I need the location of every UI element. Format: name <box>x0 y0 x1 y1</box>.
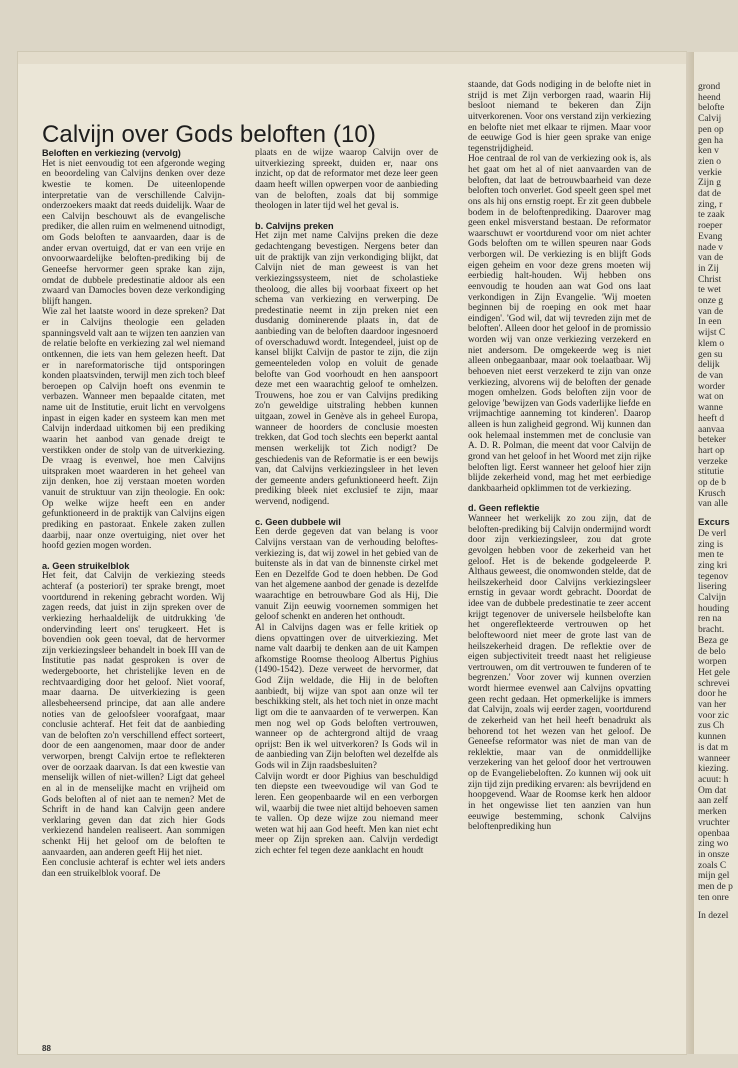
next-page-line: Krusch <box>698 488 726 499</box>
paragraph: plaats en de wijze waarop Calvijn over de uitverkiezing spreekt, duiden er, naar ons inzicht, op dat de reformator met deze leer geen daam heeft willen opwerpen voor de aanbieding van de beloften, zoals dat bij sommige theologen in later tijd wel het geval is. <box>255 148 438 212</box>
next-page-line: zing is <box>698 539 724 550</box>
next-page-line: stitutie <box>698 467 724 478</box>
next-page-line: zoals C <box>698 860 727 871</box>
paragraph: Wie zal het laatste woord in deze spreken? Dat er in Calvijns theologie een geladen spanningsveld valt aan te wijzen ten aanzien van de relatie belofte en verkiezing zal wel niemand ontkennen, die iets van hem gelezen heeft. Dat er in nareformatorische tijd ontsporingen konden plaatsvinden, terwijl men zich toch bleef beroepen op Calvijn hoeft ons evenmin te verbazen. Wanneer men bepaalde citaten, met name uit de Institutie, eruit licht en vervolgens inpast in eigen kader en systeem kan men met Calvijn inderdaad uitkomen bij een prediking waarin het aanbod van genade dreigt te verstikken onder de stolp van de uitverkiezing. De vraag is evenwel, hoe men Calvijns uitspraken moet waarderen in het geheel van zijn denken, hoe zij verstaan moeten worden vanuit de struktuur van zijn theologie. En ook: Op welke wijze heeft een en ander gefunktioneerd in de praktijk van Calvijns eigen prediking en pastoraat. Enkele zaken zullen daarbij, naar onze overtuiging, niet over het hoofd gezien mogen worden. <box>42 307 225 552</box>
next-page-line: dat de <box>698 189 721 200</box>
paragraph: Het is niet eenvoudig tot een afgeronde weging en beoordeling van Calvijns denken over deze kwestie te komen. De uiteenlopende interpretatie van de verschillende Calvijn-onderzoekers maakt dat reeds duidelijk. Waar de een Calvijn beschouwt als de evangelische prediker, die allen ruim en welmenend uitnodigt, om Gods beloften te aanvaarden, daar is de ander ervan overtuigd, dat er van een vrije en onvoorwaardelijke beloften-prediking bij de Geneefse hervormer geen sprake kan zijn, omdat de dubbele predestinatie aldoor als een zwaard van Damocles boven deze verkondiging blijft hangen. <box>42 158 225 307</box>
section-heading: a. Geen struikelblok <box>42 560 130 571</box>
next-page-line: ken v <box>698 146 719 157</box>
next-page-line: van de <box>698 306 724 317</box>
next-page-line: aanvaa <box>698 424 725 435</box>
next-page-line: men de p <box>698 882 733 893</box>
next-page-line: van her <box>698 700 727 711</box>
next-page-line: van alle <box>698 499 728 510</box>
next-page-line: ren na <box>698 614 722 625</box>
next-page-line: van de <box>698 253 724 264</box>
section-heading: c. Geen dubbele wil <box>255 516 341 527</box>
next-page-line: zus Ch <box>698 721 725 732</box>
next-page-line: roeper <box>698 221 723 232</box>
next-page-line: Zijn g <box>698 178 721 189</box>
paragraph: Calvijn wordt er door Pighius van beschuldigd ten diepste een tweevoudige wil van God te leren. Een geopenbaarde wil en een verborgen wil, waarbij die twee niet altijd behoeven samen te vallen. Op deze wijze zou niemand meer weten wat hij aan God heeft. Men kan niet echt meer op Zijn spreken aan. Calvijn verdedigt zich echter fel tegen deze aanklacht en houdt <box>255 771 438 856</box>
page-gutter <box>686 52 694 1054</box>
next-page-line: tegenov <box>698 571 729 582</box>
paragraph: Wanneer het werkelijk zo zou zijn, dat de beloften-prediking bij Calvijn ondermijnd wordt door zijn verkiezingsleer, zou dat grote gevolgen hebben voor de zekerheid van het geloof. Het is de bekende godgeleerde P. Althaus geweest, die onomwonden stelde, dat de heilszekerheid door Calvijns verkiezingsleer ernstig in gevaar wordt gebracht. Doordat de idee van de dubbele predestinatie te zeer accent krijgt tegenover de universele heilsbelofte kan het ongereflekteerde vertrouwen op het beloftewoord niet meer de grote last van de heilszekerheid dragen. De reflektie over de eigen subjectiviteit treedt naast het religieuse vertrouwen, om dit vertrouwen te funderen of te begrenzen.' Voor zover wij kunnen overzien wordt hiermee evenwel aan Calvijns opvatting geen recht gedaan. Het opmerkelijke is immers dat Calvijn, zoals wij eerder zagen, voortdurend de zekerheid van het heil heeft benadrukt als behorend tot het wezen van het geloof. De Geneefse reformator was niet de man van de reklektie, maar van de onmiddellijke verzekering van het geloof door het vertrouwen op de Evangeliebeloften. Zo kunnen wij ook uit zijn tijd zijn prediking ervaren: als bevrijdend en hoopgevend. Waar de Roomse kerk hen aldoor in het ongewisse liet ten aanzien van hun eeuwige bestemming, schonk Calvijns beloftenprediking hun <box>468 514 652 833</box>
next-page-line: te wet <box>698 285 721 296</box>
paragraph: Hoe centraal de rol van de verkiezing ook is, als het gaat om het al of niet aanvaarden van de beloften, dat laat de betrouwbaarheid van deze beloften toch onverlet. God speelt geen spel met ons als hij ons ernstig roept. Er zit geen dubbele bodem in de beloftenprediking. Daarover mag geen enkel misverstand bestaan. De reformator waarschuwt er voortdurend voor om niet achter Gods beloften om te willen speuren naar Gods verborgen wil. De verkiezing is en blijft Gods eigen geheim en voor deze grens moeten wij eerbiedig halt-houden. Wij hebben ons eenvoudig te houden aan wat God ons laat verkondigen in Zijn Evangelie. 'Wij moeten beginnen bij de roeping en ook met haar eindigen'. 'God wil, dat wij tevreden zijn met de beloften'. Alleen door het geloof in de promissio worden wij van onze verkiezing verzekerd en niet andersom. De omgekeerde weg is niet alleen onbegaanbaar, maar ook toelaatbaar. Wij behoeven niet eerst verzekerd te zijn van onze verkiezing, alvorens wij de beloften der genade mogen omhelzen. Gods beloften zijn voor de gelovige 'bewijzen van Gods vaderlijke liefde en vrijmachtige aanneming tot kinderen'. Daarop alleen is hun zaligheid gegrond. Wij kunnen dan ook helemaal instemmen met de conclusie van A. D. R. Polman, die meent dat voor Calvijn de grond van het geloof in het Woord met zijn rijke beloften ligt. Eerst wanneer het geloof hier zijn blijde zekerheid vond, mag het met eerbiedige dankbaarheid opklimmen tot de verkiezing. <box>468 154 651 494</box>
page-number: 88 <box>42 1044 51 1053</box>
section-heading: b. Calvijns preken <box>255 220 334 231</box>
next-page-line: kunnen <box>698 732 726 743</box>
next-page-line: schrevei <box>698 678 730 689</box>
spacer <box>698 903 738 911</box>
next-page-line: In een <box>698 317 722 328</box>
next-page-text <box>698 82 738 922</box>
article-column-3 <box>468 80 651 833</box>
next-page-line: Calvijn <box>698 593 726 604</box>
next-page-line: zing wo <box>698 839 729 850</box>
next-page-line: voor zic <box>698 710 729 721</box>
next-page-line: gen ha <box>698 135 724 146</box>
next-page-line: heend <box>698 92 721 103</box>
next-page-line: worder <box>698 381 725 392</box>
next-page-line: hart op <box>698 445 725 456</box>
paragraph: staande, dat Gods nodiging in de belofte niet in strijd is met Zijn verborgen raad, waarin Hij besloot niemand te bekeren dan Zijn uitverkorenen. Voor ons verstand zijn verkiezing en belofte niet met elkaar te rijmen. Maar voor de eeuwige God is hier geen sprake van enige tegenstrijdigheid. <box>468 80 651 154</box>
next-page-line: heeft d <box>698 413 725 424</box>
next-page-line: men te <box>698 550 724 561</box>
next-page-heading: Excurs <box>698 517 730 529</box>
next-page-line: op de b <box>698 478 726 489</box>
next-page-line: De verl <box>698 528 727 539</box>
next-page-line: nade v <box>698 242 724 253</box>
page-top-band <box>18 52 686 64</box>
next-page-edge <box>694 52 738 1054</box>
next-page-line: beteker <box>698 435 726 446</box>
next-page-line: kiezing. <box>698 764 729 775</box>
section-heading: d. Geen reflektie <box>468 503 540 514</box>
next-page-line: bracht. <box>698 625 725 636</box>
next-page-line: Om dat <box>698 785 727 796</box>
next-page-line: worpen <box>698 657 727 668</box>
next-page-line: verzeke <box>698 456 728 467</box>
article-column-1 <box>42 148 225 880</box>
next-page-line: Beza ge <box>698 635 729 646</box>
next-page-line: in onsze <box>698 849 730 860</box>
next-page-line: zien o <box>698 156 721 167</box>
next-page-line: verkie <box>698 167 722 178</box>
next-page-line: openbaa <box>698 828 730 839</box>
next-page-line: ten onre <box>698 892 729 903</box>
next-page-line: wanneer <box>698 753 731 764</box>
next-page-line: In dezel <box>698 911 729 922</box>
next-page-line: wanne <box>698 403 723 414</box>
next-page-line: onze g <box>698 296 724 307</box>
next-page-line: Christ <box>698 274 722 285</box>
next-page-line: houding <box>698 603 730 614</box>
next-page-line: te zaak <box>698 210 725 221</box>
next-page-line: door he <box>698 689 727 700</box>
next-page-line: grond <box>698 82 721 92</box>
next-page-line: vruchter <box>698 817 730 828</box>
article-title: Calvijn over Gods beloften (10) <box>42 121 376 148</box>
paragraph: Al in Calvijns dagen was er felle kritiek op diens opvattingen over de uitverkiezing. Met name valt daarbij te denken aan de uit Kampen afkomstige Roomse theoloog Albertus Pighius (1490-1542). Deze verweet de hervormer, dat God Zijn weldade, die Hij in de beloften aanbiedt, bij wijze van spot aan onze wil ter beschikking stelt, als het toch niet in onze macht ligt om die te aanvaarden of te verwerpen. Kan men nog wel op Gods beloften vertrouwen, wanneer op de achtergrond altijd de vraag oprijst: Ben ik wel uitverkoren? Is Gods wil in de aanbieding van Zijn beloften wel dezelfde als Gods wil in Zijn raadsbesluiten? <box>255 622 438 771</box>
next-page-line: lisering <box>698 582 727 593</box>
next-page-line: delijk <box>698 360 720 371</box>
next-page-line: wijst C <box>698 328 726 339</box>
next-page-line: in Zij <box>698 263 719 274</box>
next-page-line: pen op <box>698 124 724 135</box>
next-page-line: Calvij <box>698 114 722 125</box>
next-page-line: merken <box>698 807 727 818</box>
next-page-line: gen su <box>698 349 723 360</box>
next-page-line: zing kri <box>698 560 728 571</box>
next-page-line: zing, r <box>698 199 723 210</box>
paragraph: Het zijn met name Calvijns preken die deze gedachtengang bevestigen. Nergens beter dan uit de praktijk van zijn verkondiging blijkt, dat Calvijn niet de man geweest is van het verkiezingssysteem, niet de scholastieke theoloog, die alles bij voorbaat fixeert op het schema van verkiezing en verwerping. De predestinatie neemt in zijn preken niet een dusdanig dominerende plaats in, dat de aanbieding van de beloften daardoor ingesnoerd of overschaduwd wordt. Integendeel, juist op de kansel blijkt Calvijn de pastor te zijn, die zijn gemeenteleden volop en voluit de genade belofte van God voorhoudt en hen aanspoort deze met een waarachtig geloof te omhelzen. Trouwens, hoe zou er van Calvijns prediking zo'n geweldige uitstraling hebben kunnen uitgaan, zowel in Genève als in geheel Europa, wanneer de hoorders de conclusie moesten trekken, dat God toch slechts een beperkt aantal mensen werkelijk tot Zich nodigt? De geschiedenis van de Reformatie is er een bewijs van, dat Calvijns verkiezingsleer in het leven der gemeente anders gefunktioneerd heeft. Zijn prediking bleek niet exclusief te zijn, maar wervend, nodigend. <box>255 231 438 507</box>
next-page-line: de belo <box>698 646 726 657</box>
next-page-line: Het gele <box>698 667 730 678</box>
next-page-line: aan zelf <box>698 796 728 807</box>
next-page-line: belofte <box>698 103 725 114</box>
paragraph: Een derde gegeven dat van belang is voor Calvijns verstaan van de verhouding beloftes-verkiezing is, dat wij zowel in het gebied van de buitenste als in dat van de binnenste cirkel met Een en Dezelfde God te doen hebben. De God van het algemene aanbod der genade is dezelfde waarachtige en betrouwbare God als Hij, Die vanuit Zijn eeuwig voornemen sommigen het geloof schenkt en anderen het onthoudt. <box>255 527 438 623</box>
section-heading: Beloften en verkiezing (vervolg) <box>42 148 181 158</box>
next-page-line: mijn gel <box>698 871 730 882</box>
next-page-line: klem o <box>698 338 725 349</box>
next-page-line: Evang <box>698 231 723 242</box>
next-page-line: wat on <box>698 392 724 403</box>
paragraph: Een conclusie achteraf is echter wel iets anders dan een struikelblok vooraf. De <box>42 858 225 879</box>
article-column-2 <box>255 148 438 857</box>
next-page-line: is dat m <box>698 742 729 753</box>
next-page-line: de van <box>698 370 724 381</box>
next-page-line: acuut: h <box>698 775 729 785</box>
paragraph: Het feit, dat Calvijn de verkiezing steeds achteraf (a posteriori) ter sprake brengt, moet voortdurend in rekening gebracht worden. Wij zagen reeds, dat juist in zijn spreken over de verkiezing herhaaldelijk de uitdrukking 'de ondervinding leert ons' terugkeert. Het is bovendien ook geen toeval, dat de hervormer zijn verkiezingsleer behandelt in boek III van de Institutie pas nadat gesproken is over de wedergeboorte, het christelijke leven en de rechtvaardiging door het geloof. Niet vooraf, maar daarna. De uitverkiezing is geen allesbeheersend principe, dat aan alle andere noties van de geloofsleer voorafgaat, maar conclusie achteraf. Het feit dat de aanbieding van de beloften zo'n verschillend effect sorteert, door de een aangenomen, maar door de ander verworpen, brengt Calvijn ertoe te reflekteren over de oorzaak daarvan. Is dat een kwestie van menselijk willen of niet-willen? Ligt dat geheel en al in de menselijke macht en vrijheid om Gods beloften al of niet aan te nemen? Met de Schrift in de hand kan Calvijn geen andere verklaring geven dan dat zich hier Gods verkiezend handelen realiseert. Aan sommigen schenkt Hij het geloof om de beloften te aanvaarden, aan anderen geeft Hij het niet. <box>42 571 225 858</box>
